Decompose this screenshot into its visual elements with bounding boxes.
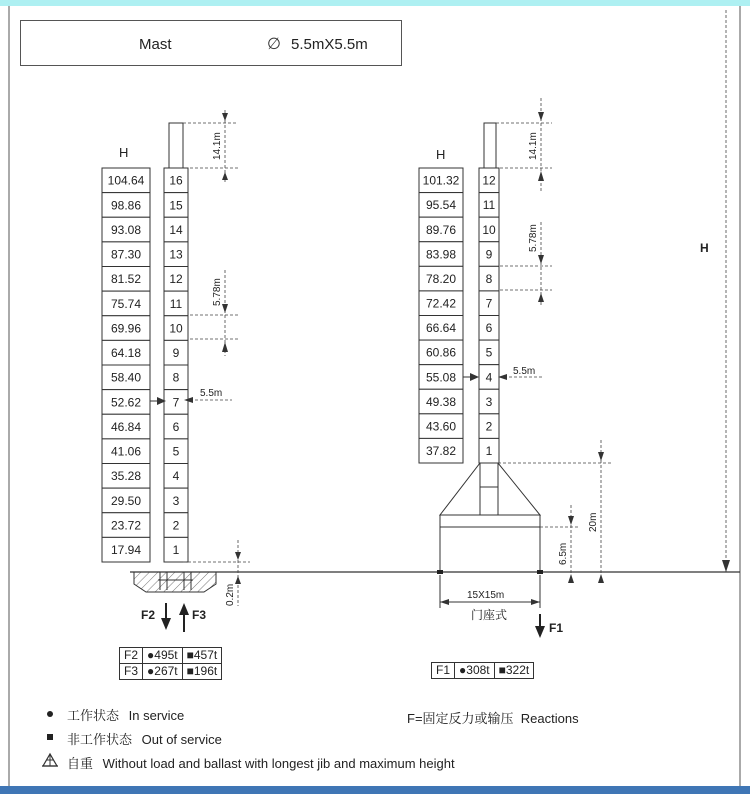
right-height-column (419, 168, 463, 463)
portal-65-arrow-down (568, 516, 574, 525)
portal-beam (440, 515, 540, 527)
right-top-dim-arrow-up (538, 171, 544, 181)
left-section-label: 1 (172, 543, 180, 558)
left-height-label: 75.74 (110, 296, 142, 311)
right-section-label: 7 (485, 296, 493, 311)
diameter-icon: ∅ (267, 36, 281, 53)
left-tie-label: 5.5m (200, 388, 223, 399)
portal-20m-arrow-down (598, 452, 604, 461)
in-service-cn: 工作状态 (67, 708, 120, 723)
right-height-label: 49.38 (425, 394, 457, 409)
left-base-dim-label: 0.2m (225, 583, 236, 606)
left-height-label: 17.94 (110, 543, 142, 558)
portal-base-arrow-left (440, 599, 449, 605)
right-section-label: 1 (485, 444, 493, 459)
right-top-cap (484, 123, 496, 168)
right-section-label: 2 (485, 419, 493, 434)
right-height-label: 66.64 (425, 321, 457, 336)
mast-size: 5.5mX5.5m (291, 36, 368, 53)
right-section-label: 4 (485, 370, 493, 385)
left-base-arrow-up (235, 576, 241, 584)
right-section-label: 9 (485, 247, 493, 262)
right-section-label: 3 (485, 394, 493, 409)
right-sec-dim-arrow-up (538, 293, 544, 302)
in-service-en: In service (128, 708, 185, 723)
mast-label: Mast (139, 36, 172, 53)
right-height-label: 83.98 (425, 247, 457, 262)
force-name: F1 (432, 663, 455, 679)
force-in-service: ●267t (143, 664, 183, 680)
right-section-label: 10 (482, 222, 496, 237)
portal-foot-left (437, 570, 443, 574)
force-row (120, 648, 222, 664)
force-row (432, 663, 534, 679)
left-height-label: 41.06 (110, 444, 142, 459)
left-h-label: H (119, 145, 129, 160)
left-section-label: 7 (172, 395, 180, 410)
self-weight-cn: 自重 (67, 756, 94, 771)
left-section-label: 2 (172, 518, 180, 533)
left-section-label: 4 (172, 469, 180, 484)
right-section-label: 12 (482, 173, 496, 188)
left-section-label: 10 (169, 321, 183, 336)
left-section-label: 6 (172, 419, 180, 434)
right-height-label: 43.60 (425, 419, 457, 434)
right-height-label: 55.08 (425, 370, 457, 385)
right-force-table (431, 662, 534, 679)
right-tower (419, 98, 612, 638)
left-height-label: 87.30 (110, 247, 142, 262)
left-height-label: 104.64 (107, 173, 145, 188)
left-height-label: 69.96 (110, 321, 142, 336)
legend-reactions: F=固定反力或输压 Reactions (407, 711, 579, 726)
right-sec-dim-label: 5.78m (528, 224, 539, 252)
left-base-arrow-down (235, 552, 241, 560)
left-height-label: 35.28 (110, 469, 142, 484)
out-service-cn: 非工作状态 (67, 732, 133, 747)
left-section-column (164, 168, 188, 562)
left-sec-dim-label: 5.78m (212, 278, 223, 306)
left-top-cap (169, 123, 183, 168)
right-h-label: H (436, 147, 446, 162)
force-out-service: ■322t (494, 663, 534, 679)
left-sec-dim-arrow-up (222, 342, 228, 352)
right-tie-label: 5.5m (513, 366, 536, 377)
in-service-bullet-icon (47, 711, 53, 717)
portal-beam-label: 6.5m (558, 542, 569, 565)
left-height-label: 58.40 (110, 370, 142, 385)
left-top-dim-arrow-up (222, 172, 228, 180)
left-section-label: 11 (169, 296, 183, 311)
force-name: F3 (120, 664, 143, 680)
left-height-label: 81.52 (110, 272, 142, 287)
right-section-column (479, 168, 499, 463)
force-row (120, 664, 222, 680)
right-height-label: 89.76 (425, 222, 457, 237)
legend-in-service (67, 705, 184, 724)
force-in-service: ●495t (143, 648, 183, 664)
overall-h-label: H (700, 241, 709, 255)
self-weight-en: Without load and ballast with longest jib and maximum height (102, 756, 455, 771)
right-height-label: 101.32 (422, 173, 460, 188)
right-sec-dim-arrow-down (538, 255, 544, 264)
right-section-label: 5 (485, 345, 493, 360)
f2-label: F2 (141, 608, 156, 622)
left-height-label: 93.08 (110, 222, 142, 237)
force-out-service: ■457t (182, 648, 222, 664)
force-out-service: ■196t (182, 664, 222, 680)
left-section-label: 3 (172, 493, 180, 508)
right-section-label: 6 (485, 321, 493, 336)
right-height-label: 60.86 (425, 345, 457, 360)
portal-name-label: 门座式 (471, 608, 508, 622)
left-tower (102, 110, 250, 632)
f1-label: F1 (549, 621, 564, 635)
portal-base-arrow-right (531, 599, 540, 605)
left-section-label: 16 (169, 173, 183, 188)
out-service-en: Out of service (141, 732, 222, 747)
left-height-label: 64.18 (110, 346, 142, 361)
left-section-label: 14 (169, 222, 183, 237)
portal-base-label: 15X15m (467, 590, 505, 601)
left-height-label: 52.62 (110, 395, 142, 410)
left-section-label: 12 (169, 272, 183, 287)
right-height-label: 78.20 (425, 271, 457, 286)
left-section-label: 15 (169, 198, 183, 213)
legend-self-weight (67, 753, 455, 772)
overall-h-arrow (722, 560, 730, 572)
left-section-label: 13 (169, 247, 183, 262)
force-name: F2 (120, 648, 143, 664)
left-top-dim-arrow-down (222, 113, 228, 121)
left-section-label: 5 (172, 444, 180, 459)
left-height-label: 98.86 (110, 198, 142, 213)
out-service-square-icon (47, 734, 53, 740)
self-weight-icon (42, 754, 58, 766)
right-height-label: 95.54 (425, 198, 457, 213)
left-height-label: 29.50 (110, 493, 142, 508)
right-height-label: 37.82 (425, 444, 457, 459)
left-height-label: 46.84 (110, 419, 142, 434)
portal-mast-1 (480, 463, 498, 487)
force-in-service: ●308t (455, 663, 495, 679)
f3-arrow-icon (179, 603, 189, 615)
right-top-dim-label: 14.1m (528, 132, 539, 160)
left-height-column (102, 168, 150, 562)
portal-height-label: 20m (588, 512, 599, 532)
left-foundation (134, 572, 216, 592)
right-section-label: 8 (485, 271, 493, 286)
portal-65-arrow-up (568, 574, 574, 583)
legend-out-service (67, 729, 222, 748)
left-force-table (119, 647, 222, 680)
left-section-label: 8 (172, 370, 180, 385)
left-top-dim-label: 14.1m (212, 132, 223, 160)
right-side-arrow (470, 373, 479, 381)
left-height-label: 23.72 (110, 518, 142, 533)
right-height-label: 72.42 (425, 296, 457, 311)
f2-arrow-icon (161, 618, 171, 630)
portal-foot-right (537, 570, 543, 574)
portal-mast-2 (480, 487, 498, 515)
left-section-label: 9 (172, 346, 180, 361)
f3-label: F3 (192, 608, 207, 622)
right-section-label: 11 (482, 198, 496, 213)
f1-arrow-icon (535, 626, 545, 638)
right-top-dim-arrow-down (538, 112, 544, 121)
portal-20m-arrow-up (598, 574, 604, 583)
